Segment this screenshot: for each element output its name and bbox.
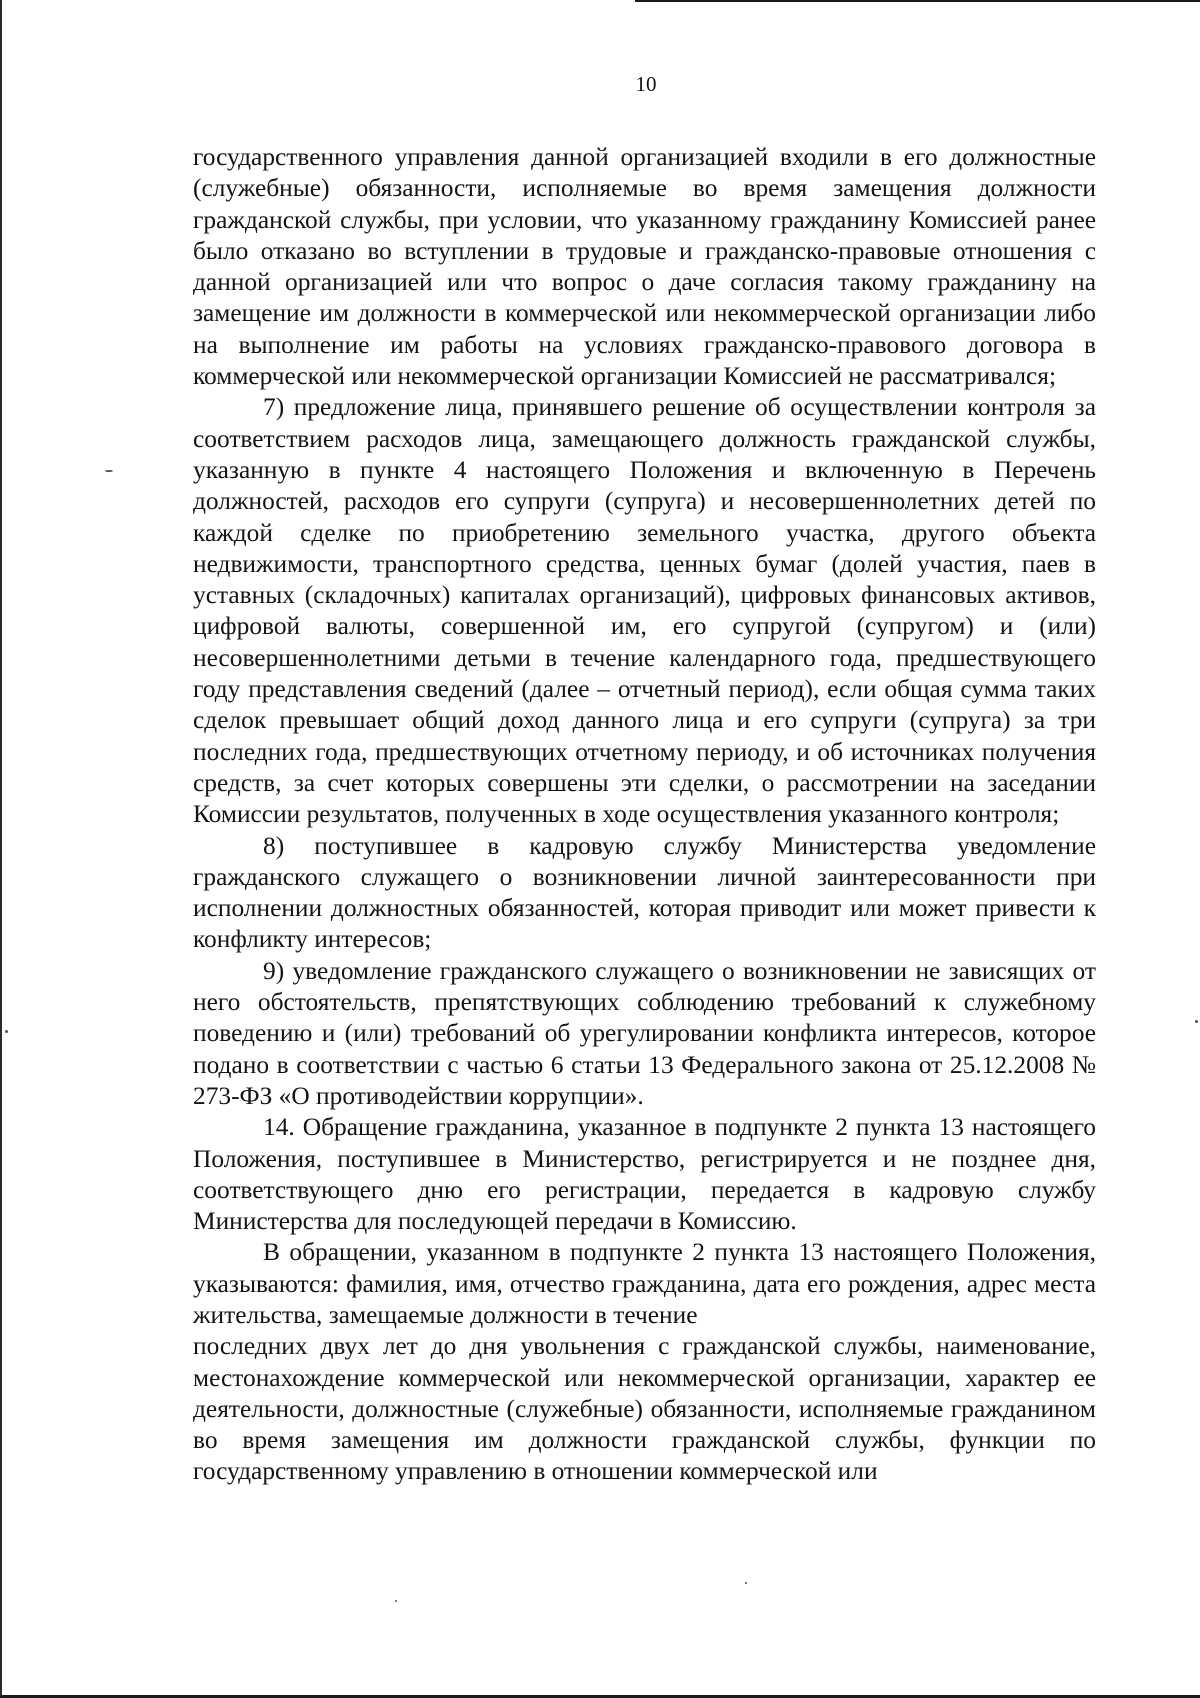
scan-edge-top [635,0,1200,2]
scan-speck [1195,1020,1198,1023]
paragraph-appeal-contents-continued: последних двух лет до дня увольнения с гражданской службы, наименование, местонахождение коммерческой или некоммерческой организации, характер ее деятельности, должностные (служебные) обязанности, исполняемые гражданином во время замещения им должности гражданской службы, функции по государственному управлению в отношении коммерческой или [193,1332,1096,1486]
paragraph-item-7: 7) предложение лица, принявшего решение об осуществлении контроля за соответствием расходов лица, замещающего должность гражданской службы, указанную в пункте 4 настоящего Положения и включенную в Перечень должностей, расходов его супруги (супруга) и несовершеннолетних детей по каждой сделке по приобретению земельного участка, другого объекта недвижимости, транспортного средства, ценных бумаг (долей участия, паев в уставных (складочных) капиталах организаций), цифровых финансовых активов, цифровой валюты, совершенной им, его супругой (супругом) и (или) несовершеннолетними детьми в течение календарного года, предшествующего году представления сведений (далее – отчетный период), если общая сумма таких сделок превышает общий доход данного лица и его супруги (супруга) за три последних года, предшествующих отчетному периоду, и об источниках получения средств, за счет которых совершены эти сделки, о рассмотрении на заседании Комиссии результатов, полученных в ходе осуществления указанного контроля; [193,393,1096,829]
paragraph-section-14: 14. Обращение гражданина, указанное в подпункте 2 пункта 13 настоящего Положения, поступившее в Министерство, регистрируется и не позднее дня, соответствующего дню его регистрации, передается в кадровую службу Министерства для последующей передачи в Комиссию. [193,1113,1096,1236]
scan-speck [745,1582,747,1584]
scan-speck [5,1030,8,1033]
paragraph-appeal-contents: В обращении, указанном в подпункте 2 пункта 13 настоящего Положения, указываются: фамилия, имя, отчество гражданина, дата его рождения, адрес места жительства, замещаемые должности в течение [193,1238,1096,1329]
paragraph-item-9: 9) уведомление гражданского служащего о возникновении не зависящих от него обстоятельств, препятствующих соблюдению требований к служебному поведению и (или) требований об урегулировании конфликта интересов, которое подано в соответствии с частью 6 статьи 13 Федерального закона от 25.12.2008 № 273-ФЗ «О противодействии коррупции». [193,956,1096,1110]
page-number: 10 [635,72,657,96]
scan-edge-left [0,0,2,1698]
scan-speck [395,1600,397,1602]
document-body [193,142,1096,1488]
paragraph-item-8: 8) поступившее в кадровую службу Министерства уведомление гражданского служащего о возникновении личной заинтересованности при исполнении должностных обязанностей, которая приводит или может привести к конфликту интересов; [193,831,1096,954]
scan-speck [105,470,113,472]
paragraph-continuation: государственного управления данной организацией входили в его должностные (служебные) обязанности, исполняемые во время замещения должности гражданской службы, при условии, что указанному гражданину Комиссией ранее было отказано во вступлении в трудовые и гражданско-правовые отношения с данной организацией или что вопрос о даче согласия такому гражданину на замещение им должности в коммерческой или некоммерческой организации либо на выполнение им работы на условиях гражданско-правового договора в коммерческой или некоммерческой организации Комиссией не рассматривался; [193,143,1096,391]
